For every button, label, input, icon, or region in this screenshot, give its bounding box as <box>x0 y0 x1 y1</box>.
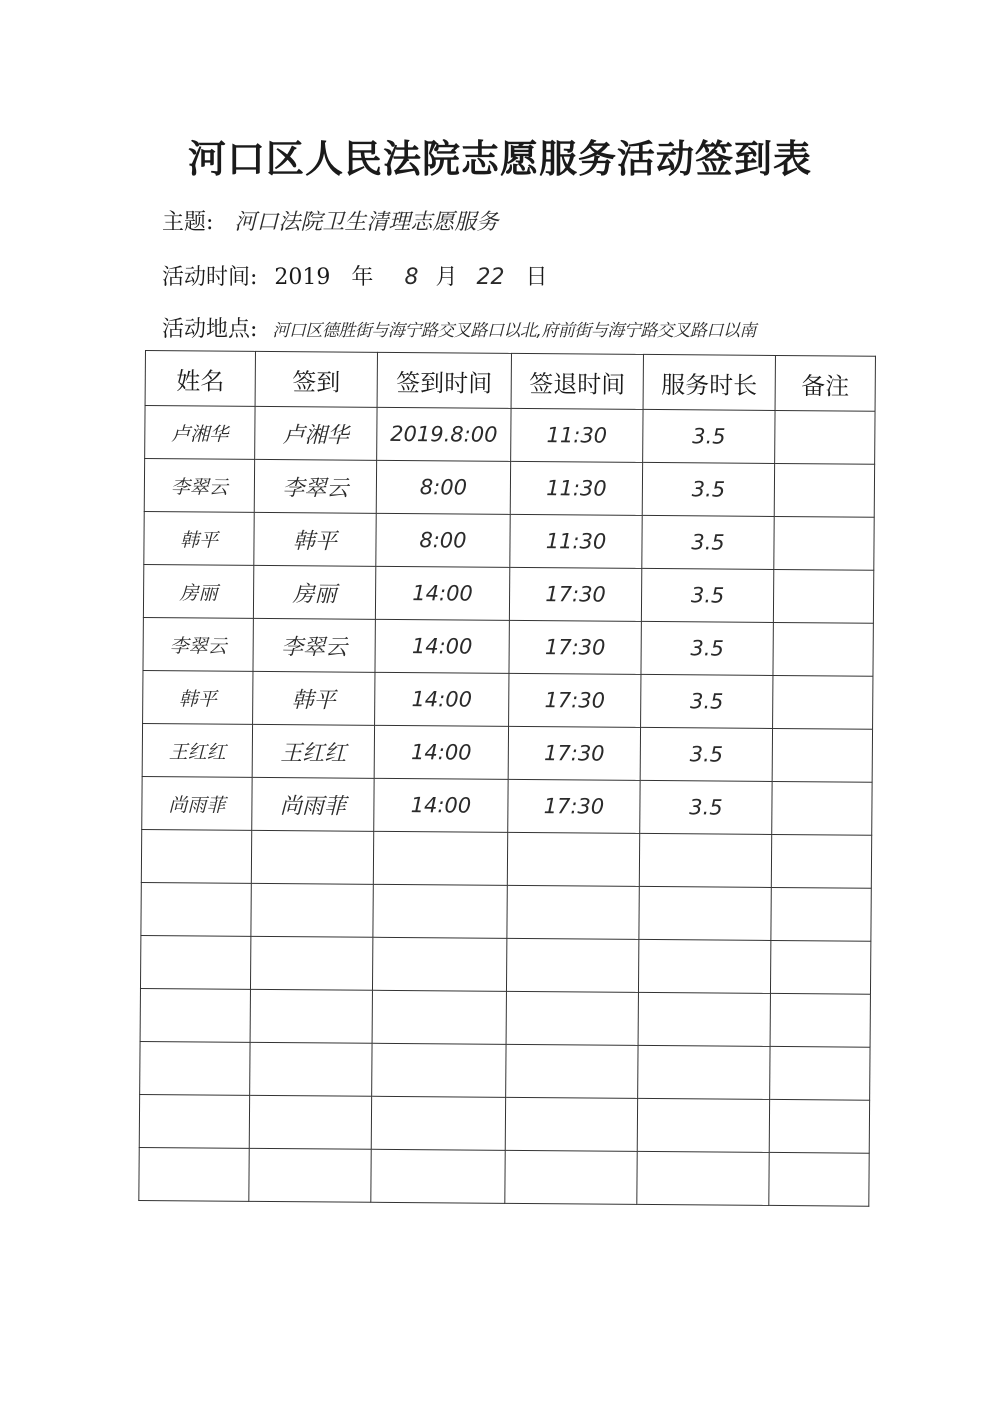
subject-line <box>162 205 498 236</box>
activity-place-value: 河口区德胜街与海宁路交叉路口以北,府前街与海宁路交叉路口以南 <box>272 321 756 341</box>
month-value: 8 <box>404 265 419 290</box>
checkin-time-cell <box>372 990 506 1044</box>
name-cell <box>140 988 250 1042</box>
header-service-duration: 服务时长 <box>643 354 775 410</box>
document-title: 河口区人民法院志愿服务活动签到表 <box>187 136 812 181</box>
checkout-time-cell: 17:30 <box>509 567 641 621</box>
table-row <box>139 1147 869 1206</box>
header-checkout-time: 签退时间 <box>511 353 643 409</box>
duration-cell <box>639 886 771 940</box>
remarks-cell <box>770 1046 870 1100</box>
day-value: 22 <box>476 265 505 290</box>
checkout-time-cell: 17:30 <box>509 620 641 674</box>
name-cell: 韩平 <box>144 511 254 565</box>
table-row <box>141 882 871 941</box>
table-row <box>140 988 870 1047</box>
remarks-cell <box>772 781 872 835</box>
subject-value: 河口法院卫生清理志愿服务 <box>234 210 499 235</box>
table-row <box>144 511 874 570</box>
checkin-time-cell: 14:00 <box>375 566 509 620</box>
activity-place-label: 活动地点: <box>162 317 258 342</box>
signature-cell: 李翠云 <box>254 459 376 513</box>
month-unit: 月 <box>435 265 458 290</box>
duration-cell: 3.5 <box>640 780 772 834</box>
activity-place-line <box>162 312 756 343</box>
table-row <box>143 564 873 623</box>
name-cell <box>141 829 251 883</box>
checkout-time-cell <box>507 885 639 939</box>
table-row <box>144 459 874 518</box>
attendance-table <box>138 350 876 1207</box>
name-cell: 李翠云 <box>143 617 253 671</box>
duration-cell: 3.5 <box>641 674 773 728</box>
name-cell: 王红红 <box>142 723 252 777</box>
remarks-cell <box>770 940 870 994</box>
table-row <box>142 723 872 782</box>
duration-cell: 3.5 <box>643 409 775 463</box>
day-unit: 日 <box>525 265 548 290</box>
name-cell <box>140 1041 250 1095</box>
table-row <box>139 1094 869 1153</box>
checkin-time-cell: 14:00 <box>375 619 509 673</box>
checkin-time-cell <box>371 1149 505 1203</box>
checkout-time-cell <box>507 832 639 886</box>
header-remarks: 备注 <box>775 355 875 411</box>
signature-cell: 尚雨菲 <box>252 777 374 831</box>
table-row <box>145 406 875 465</box>
checkin-time-cell <box>373 884 507 938</box>
signature-cell <box>249 1148 371 1202</box>
signature-cell: 李翠云 <box>253 618 375 672</box>
remarks-cell <box>773 622 873 676</box>
duration-cell: 3.5 <box>640 727 772 781</box>
checkin-time-cell: 14:00 <box>374 725 508 779</box>
signature-cell <box>251 830 373 884</box>
checkin-time-cell: 14:00 <box>374 778 508 832</box>
year-unit: 年 <box>351 265 374 290</box>
duration-cell: 3.5 <box>642 515 774 569</box>
duration-cell <box>638 1045 770 1099</box>
signature-cell: 韩平 <box>253 671 375 725</box>
signature-cell <box>249 1095 371 1149</box>
checkout-time-cell <box>505 1150 637 1204</box>
activity-time-label: 活动时间: <box>162 265 258 290</box>
checkin-time-cell: 2019.8:00 <box>377 407 511 461</box>
name-cell: 房丽 <box>143 564 253 618</box>
checkin-time-cell <box>372 1043 506 1097</box>
header-signature: 签到 <box>255 351 377 407</box>
checkin-time-cell: 14:00 <box>375 672 509 726</box>
duration-cell: 3.5 <box>641 568 773 622</box>
activity-time-line <box>162 260 547 291</box>
checkout-time-cell: 17:30 <box>509 673 641 727</box>
table-row <box>141 829 871 888</box>
signature-cell: 房丽 <box>253 565 375 619</box>
checkout-time-cell <box>505 1097 637 1151</box>
remarks-cell <box>774 516 874 570</box>
duration-cell <box>637 1151 769 1205</box>
checkin-time-cell <box>372 937 506 991</box>
table-row <box>142 776 872 835</box>
duration-cell <box>638 992 770 1046</box>
remarks-cell <box>769 1152 869 1206</box>
remarks-cell <box>769 1099 869 1153</box>
duration-cell <box>638 939 770 993</box>
remarks-cell <box>771 887 871 941</box>
checkout-time-cell: 17:30 <box>508 779 640 833</box>
table-row <box>140 935 870 994</box>
name-cell: 韩平 <box>143 670 253 724</box>
duration-cell: 3.5 <box>642 462 774 516</box>
checkout-time-cell: 11:30 <box>511 408 643 462</box>
duration-cell <box>639 833 771 887</box>
subject-label: 主题: <box>162 210 214 235</box>
signature-cell: 韩平 <box>254 512 376 566</box>
header-checkin-time: 签到时间 <box>377 352 511 408</box>
name-cell: 尚雨菲 <box>142 776 252 830</box>
duration-cell <box>637 1098 769 1152</box>
table-row <box>143 617 873 676</box>
name-cell <box>139 1094 249 1148</box>
signature-cell <box>250 989 372 1043</box>
table-row <box>140 1041 870 1100</box>
checkout-time-cell <box>506 991 638 1045</box>
name-cell: 李翠云 <box>144 459 254 513</box>
checkout-time-cell <box>506 938 638 992</box>
signature-cell <box>251 883 373 937</box>
name-cell <box>140 935 250 989</box>
checkin-time-cell <box>371 1096 505 1150</box>
checkout-time-cell: 11:30 <box>510 461 642 515</box>
remarks-cell <box>772 728 872 782</box>
checkin-time-cell: 8:00 <box>376 460 510 514</box>
name-cell: 卢湘华 <box>145 406 255 460</box>
year-value: 2019 <box>274 265 331 290</box>
name-cell <box>141 882 251 936</box>
name-cell <box>139 1147 249 1201</box>
checkout-time-cell: 11:30 <box>510 514 642 568</box>
remarks-cell <box>770 993 870 1047</box>
signature-cell <box>250 936 372 990</box>
remarks-cell <box>775 410 875 464</box>
table-row <box>143 670 873 729</box>
remarks-cell <box>773 675 873 729</box>
signature-cell: 卢湘华 <box>255 406 377 460</box>
signature-cell: 王红红 <box>252 724 374 778</box>
remarks-cell <box>771 834 871 888</box>
duration-cell: 3.5 <box>641 621 773 675</box>
table-header-row <box>145 351 875 412</box>
remarks-cell <box>774 463 874 517</box>
checkin-time-cell: 8:00 <box>376 513 510 567</box>
header-name: 姓名 <box>145 351 255 407</box>
remarks-cell <box>773 569 873 623</box>
checkin-time-cell <box>373 831 507 885</box>
checkout-time-cell <box>506 1044 638 1098</box>
checkout-time-cell: 17:30 <box>508 726 640 780</box>
signature-cell <box>250 1042 372 1096</box>
